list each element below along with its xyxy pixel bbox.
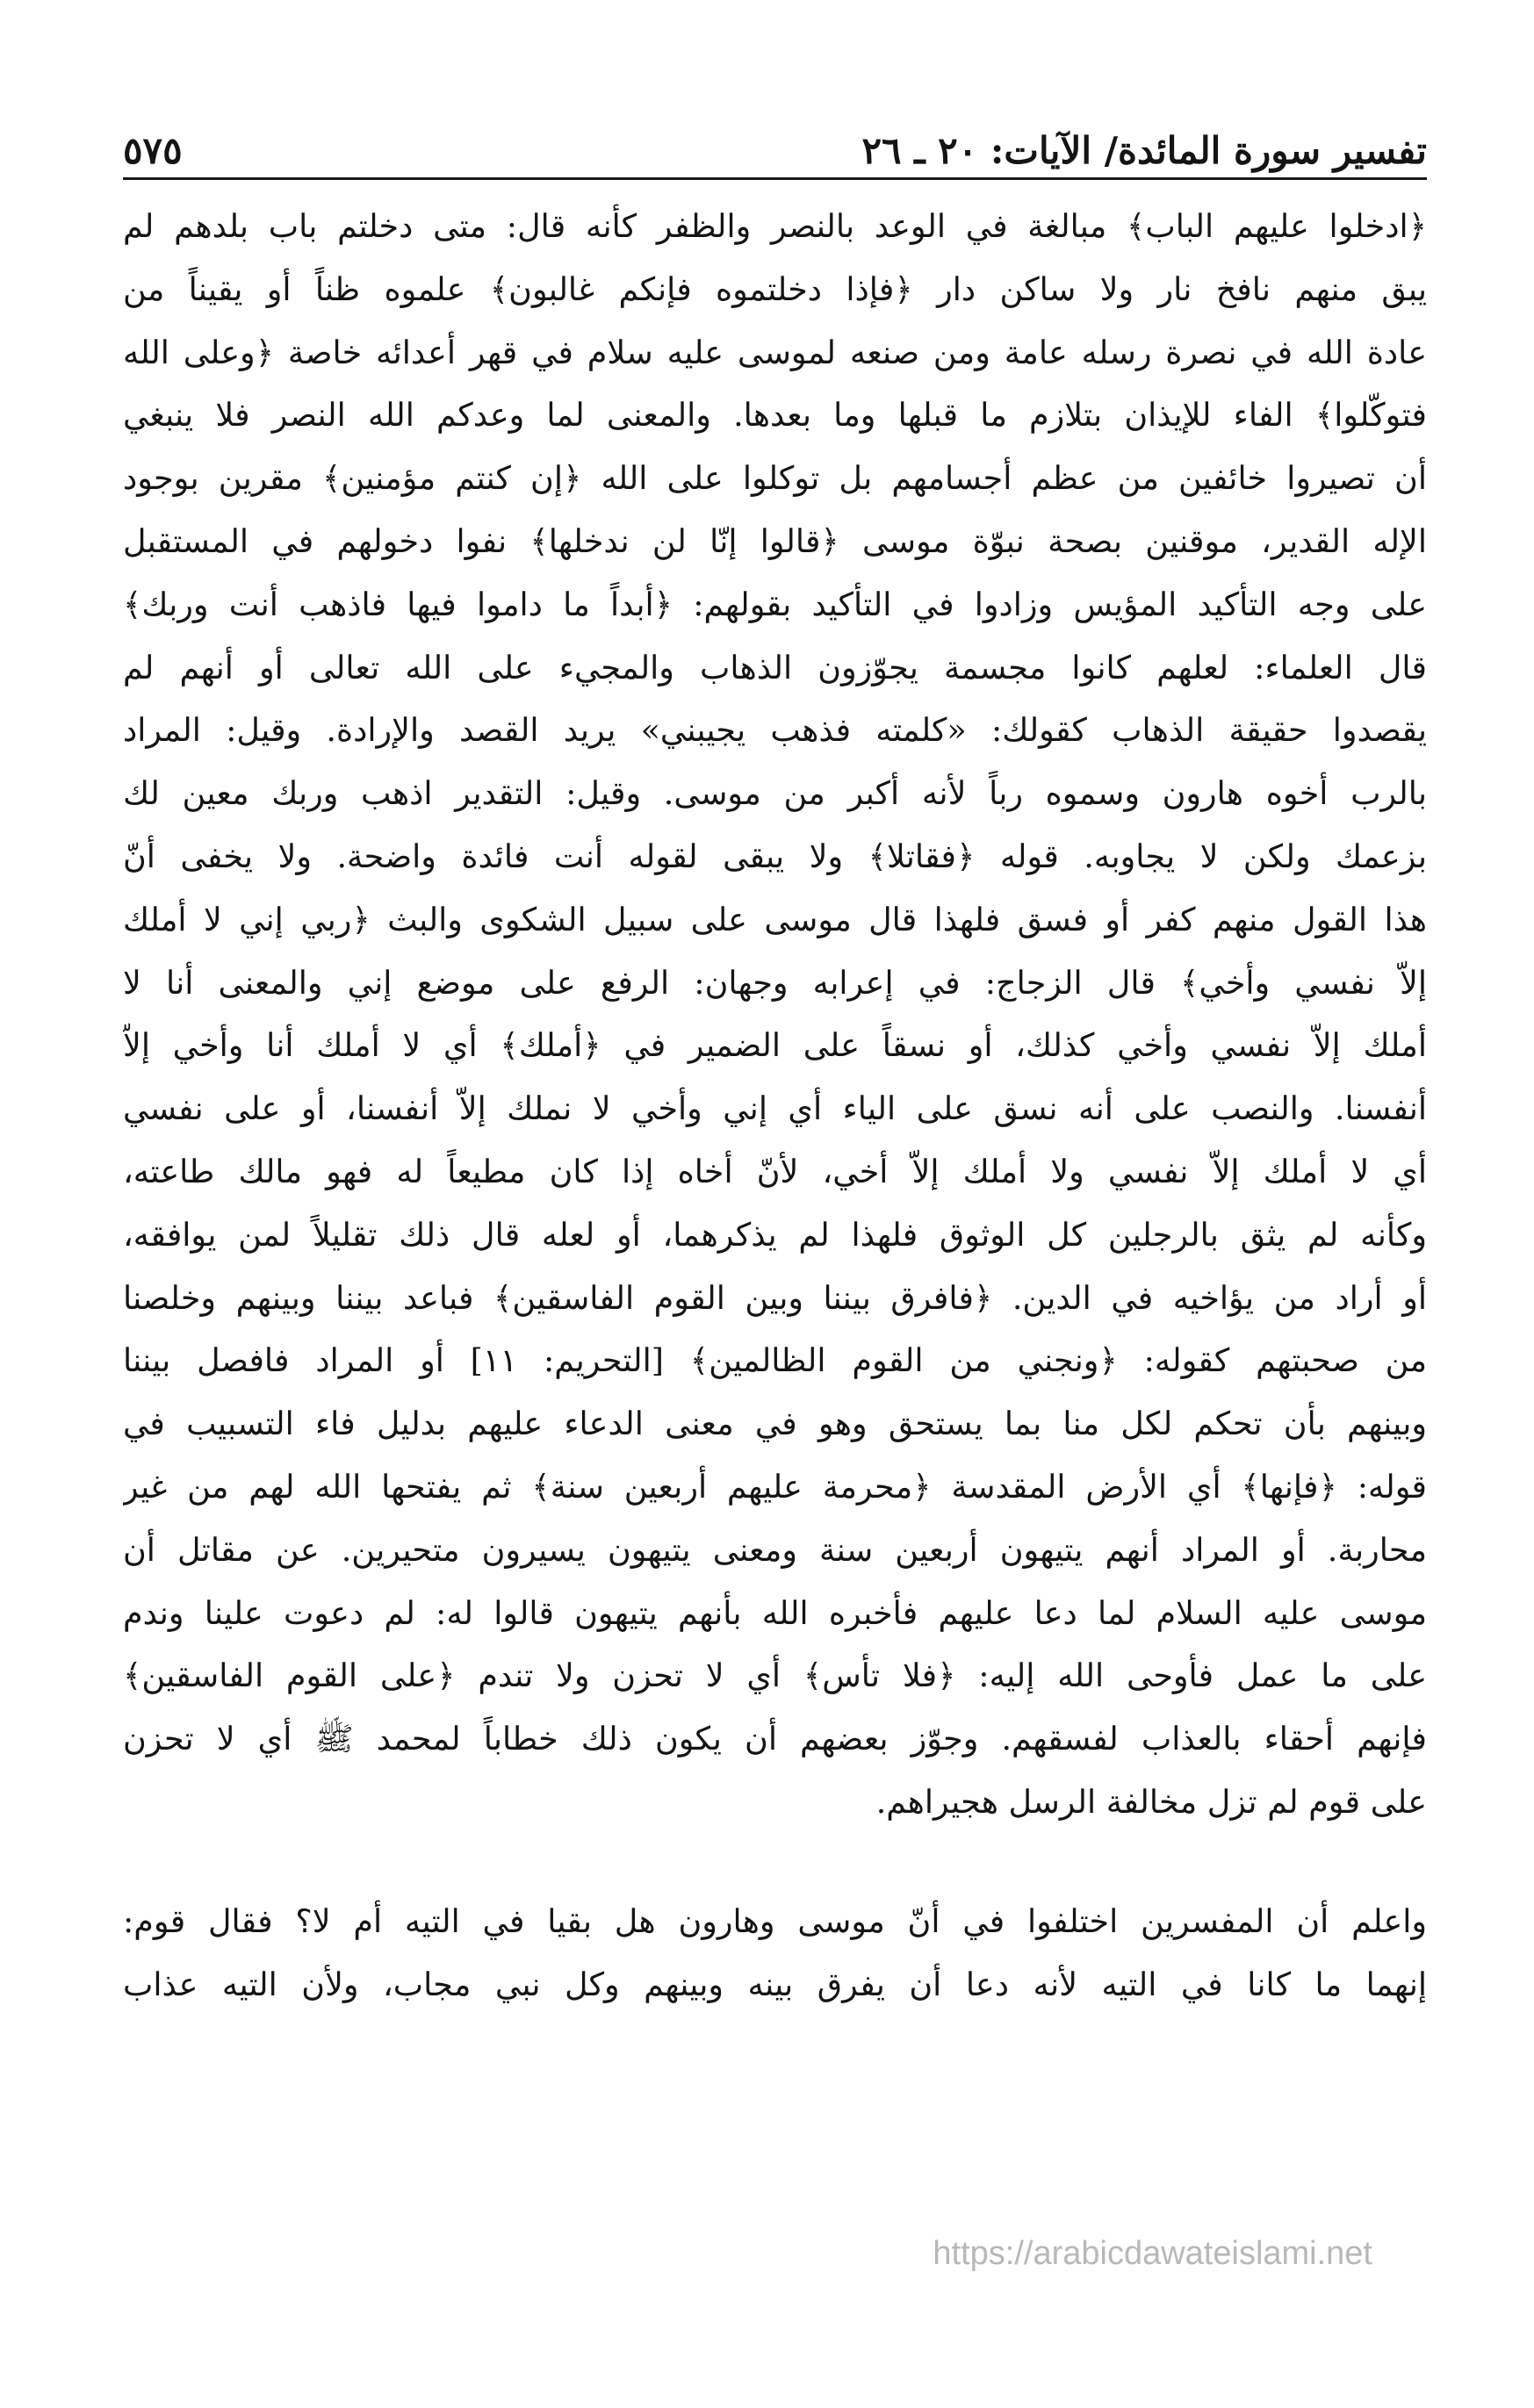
- text-line: وبينهم بأن تحكم لكل منا بما يستحق وهو في معنى الدعاء عليهم بدليل فاء التسبيب في: [123, 1405, 1427, 1443]
- text-line: هذا القول منهم كفر أو فسق فلهذا قال موسى على سبيل الشكوى والبث ﴿ربي إني لا أملك: [123, 900, 1427, 938]
- text-line: أن تصيروا خائفين من عظم أجسامهم بل توكلوا على الله ﴿إن كنتم مؤمنين﴾ مقرين بوجود: [123, 459, 1427, 498]
- text-line: يبق منهم نافخ نار ولا ساكن دار ﴿فإذا دخلتموه فإنكم غالبون﴾ علموه ظناً أو يقيناً من: [123, 270, 1427, 308]
- paragraph-commentary: [123, 195, 1427, 1834]
- text-line: محاربة. أو المراد أنهم يتيهون أربعين سنة ومعنى يتيهون يسيرون متحيرين. عن مقاتل أن: [123, 1530, 1427, 1569]
- text-line: فإنهم أحقاء بالعذاب لفسقهم. وجوّز بعضهم أن يكون ذلك خطاباً لمحمد ﷺ أي لا تحزن: [123, 1720, 1427, 1758]
- text-line: ﴿ادخلوا عليهم الباب﴾ مبالغة في الوعد بالنصر والظفر كأنه قال: متى دخلتم باب بلدهم لم: [123, 207, 1427, 245]
- text-line: قال العلماء: لعلهم كانوا مجسمة يجوّزون الذهاب والمجيء على الله تعالى أو أنهم لم: [123, 648, 1427, 686]
- text-line: يقصدوا حقيقة الذهاب كقولك: «كلمته فذهب يجيبني» يريد القصد والإرادة. وقيل: المراد: [123, 711, 1427, 750]
- text-line: الإله القدير، موقنين بصحة نبوّة موسى ﴿قالوا إنّا لن ندخلها﴾ نفوا دخولهم في المستقبل: [123, 521, 1427, 560]
- text-line: أنفسنا. والنصب على أنه نسق على الياء أي إني وأخي لا نملك إلاّ أنفسنا، أو على نفسي: [123, 1089, 1427, 1128]
- text-line-last: على قوم لم تزل مخالفة الرسل هجيراهم.: [875, 1782, 1427, 1821]
- text-line: موسى عليه السلام لما دعا عليهم فأخبره الله بأنهم يتيهون قالوا له: لم دعوت علينا وندم: [123, 1593, 1427, 1632]
- text-line: عادة الله في نصرة رسله عامة ومن صنعه لموسى عليه سلام في قهر أعدائه خاصة ﴿وعلى الله: [123, 333, 1427, 371]
- text-line: على وجه التأكيد المؤيس وزادوا في التأكيد بقولهم: ﴿أبداً ما داموا فيها فاذهب أنت وربك﴾: [123, 585, 1427, 623]
- text-line: فتوكّلوا﴾ الفاء للإيذان بتلازم ما قبلها وما بعدها. والمعنى لما وعدكم الله النصر فلا ينبغي: [123, 396, 1427, 435]
- page-header: [123, 102, 1427, 172]
- text-line: أي لا أملك إلاّ نفسي ولا أملك إلاّ أخي، لأنّ أخاه إذا كان مطيعاً له فهو مالك طاعته،: [123, 1152, 1427, 1190]
- page-number: ٥٧٥: [123, 129, 183, 172]
- text-line: بزعمك ولكن لا يجاوبه. قوله ﴿فقاتلا﴾ ولا يبقى لقوله أنت فائدة واضحة. ولا يخفى أنّ: [123, 837, 1427, 875]
- text-line: إلاّ نفسي وأخي﴾ قال الزجاج: في إعرابه وجهان: الرفع على موضع إني والمعنى أنا لا: [123, 963, 1427, 1002]
- text-line: أو أراد من يؤاخيه في الدين. ﴿فافرق بيننا وبين القوم الفاسقين﴾ فباعد بيننا وبينهم وخلصنا: [123, 1278, 1427, 1317]
- text-line: أملك إلاّ نفسي وأخي كذلك، أو نسقاً على الضمير في ﴿أملك﴾ أي لا أملك أنا وأخي إلاّ: [123, 1026, 1427, 1065]
- text-line: بالرب أخوه هارون وسموه رباً لأنه أكبر من موسى. وقيل: التقدير اذهب وربك معين لك: [123, 774, 1427, 813]
- watermark-url: https://arabicdawateislami.net: [933, 2235, 1372, 2272]
- text-line: على ما عمل فأوحى الله إليه: ﴿فلا تأس﴾ أي لا تحزن ولا تندم ﴿على القوم الفاسقين﴾: [123, 1657, 1427, 1695]
- header-divider: [123, 177, 1427, 180]
- text-line: إنهما ما كانا في التيه لأنه دعا أن يفرق بينه وبينهم وكل نبي مجاب، ولأن التيه عذاب: [123, 1965, 1427, 2003]
- text-line: قوله: ﴿فإنها﴾ أي الأرض المقدسة ﴿محرمة عليهم أربعين سنة﴾ ثم يفتحها الله لهم من غير: [123, 1467, 1427, 1506]
- text-line: من صحبتهم كقوله: ﴿ونجني من القوم الظالمين﴾ [التحريم: ١١] أو المراد فافصل بيننا: [123, 1341, 1427, 1380]
- page-body: [123, 195, 1427, 2016]
- text-line: وكأنه لم يثق بالرجلين كل الوثوق فلهذا لم يذكرهما، أو لعله قال ذلك تقليلاً لمن يوافقه،: [123, 1215, 1427, 1254]
- text-line: واعلم أن المفسرين اختلفوا في أنّ موسى وهارون هل بقيا في التيه أم لا؟ فقال قوم:: [123, 1901, 1427, 1940]
- paragraph-tih: [123, 1890, 1427, 2016]
- running-title: تفسير سورة المائدة/ الآيات: ٢٠ ـ ٢٦: [861, 129, 1427, 172]
